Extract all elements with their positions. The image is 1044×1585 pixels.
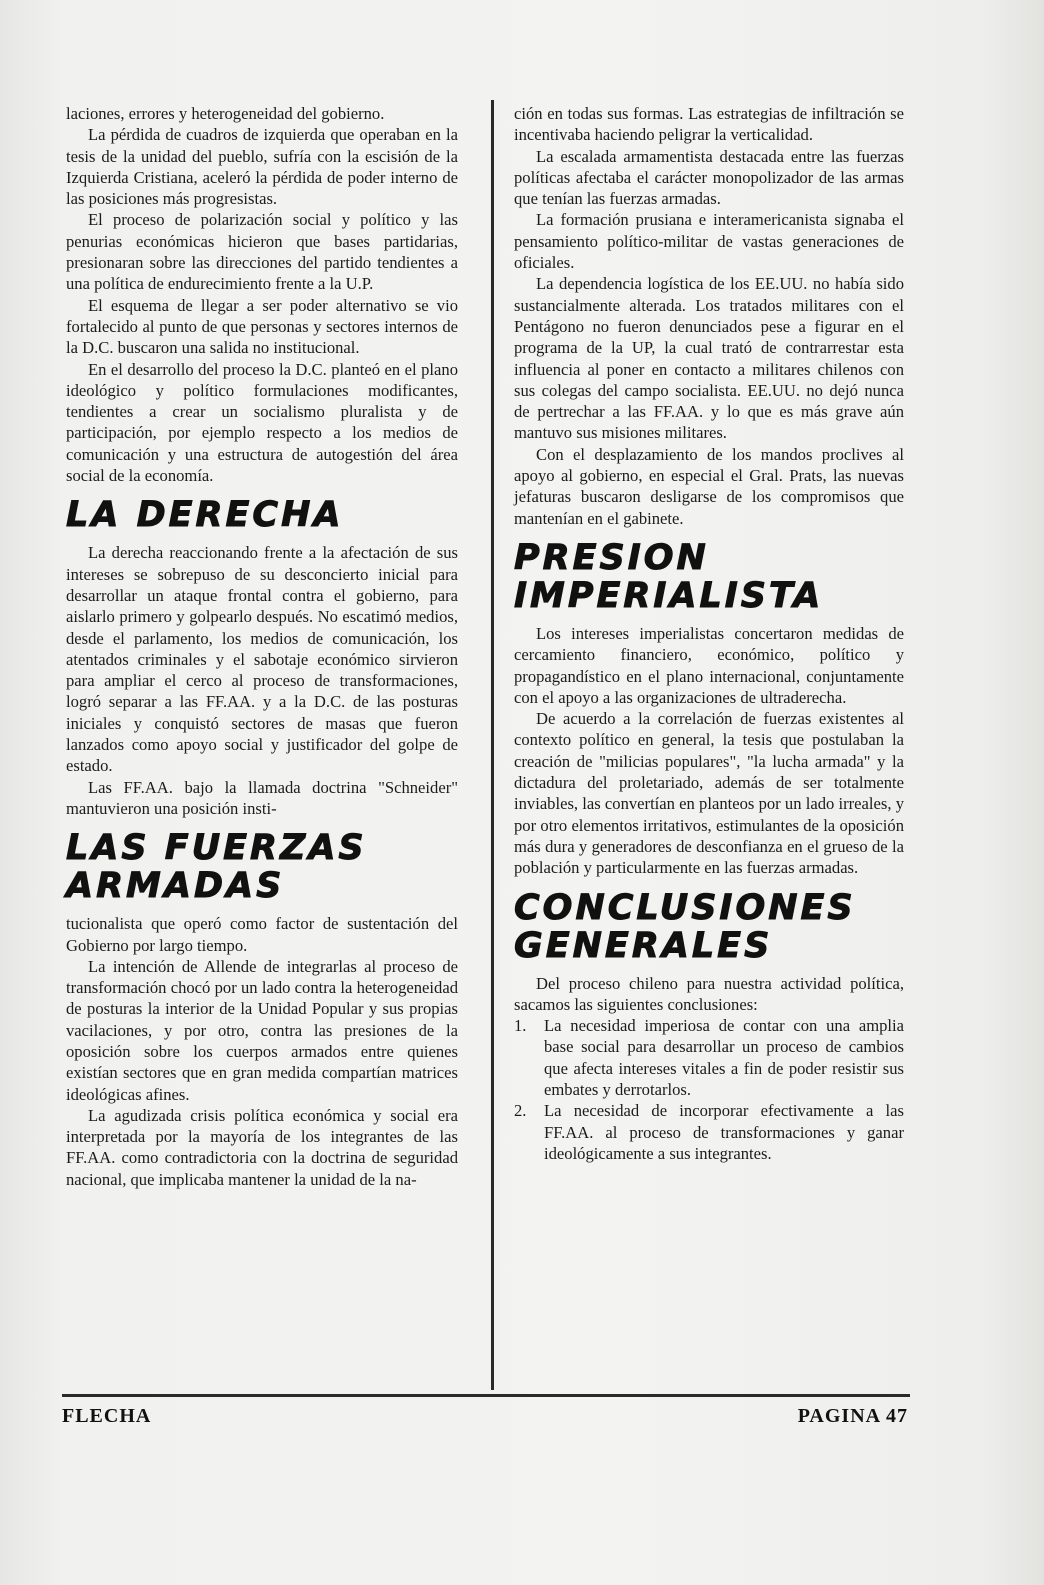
paragraph: El proceso de polarización social y político y las penurias económicas hicieron que bases partidarias, presionaran sobre las direcciones del partido tendientes a una política de endurecimiento frente a la U.P.	[66, 210, 458, 294]
section-heading-conclusiones-generales	[514, 889, 904, 965]
heading-line: IMPERIALISTA	[514, 575, 824, 616]
list-item	[514, 1100, 904, 1164]
list-item-number: 1.	[514, 1016, 527, 1036]
heading-line: LAS FUERZAS	[66, 828, 367, 869]
conclusions-list	[514, 1015, 904, 1164]
paragraph: La agudizada crisis política económica y social era interpretada por la mayoría de los integrantes de las FF.AA. como contradictoria con la doctrina de seguridad nacional, que implicaba mantener la unidad de la na-	[66, 1105, 458, 1189]
section-heading-presion-imperialista	[514, 539, 904, 615]
footer-rule	[62, 1394, 910, 1397]
paragraph: La pérdida de cuadros de izquierda que operaban en la tesis de la unidad del pueblo, sufría con la escisión de la Izquierda Cristiana, aceleró la pérdida de poder interno de las posiciones más progresistas.	[66, 125, 458, 209]
paragraph: Los intereses imperialistas concertaron medidas de cercamiento financiero, económico, político y propagandístico en el plano internacional, conjuntamente con el apoyo a las organizaciones de ultraderecha.	[514, 623, 904, 707]
page-number: PAGINA 47	[797, 1405, 908, 1427]
list-item	[514, 1015, 904, 1100]
list-item-text: La necesidad imperiosa de contar con una amplia base social para desarrollar un proceso de cambios que afecta intereses vitales a fin de poder resistir sus embates y derrotarlos.	[544, 1016, 904, 1099]
heading-line: GENERALES	[514, 925, 773, 966]
paragraph: tucionalista que operó como factor de sustentación del Gobierno por largo tiempo.	[66, 914, 458, 955]
heading-line: LA DERECHA	[66, 495, 344, 536]
section-heading-las-fuerzas-armadas	[66, 829, 458, 905]
heading-line: PRESION	[514, 537, 709, 578]
paragraph: El esquema de llegar a ser poder alternativo se vio fortalecido al punto de que personas y sectores internos de la D.C. buscaron una salida no institucional.	[66, 295, 458, 358]
paragraph: La intención de Allende de integrarlas al proceso de transformación chocó por un lado contra la heterogeneidad de posturas la interior de la Unidad Popular y sus propias vacilaciones, y por otro, contra las presiones de la oposición sobre los cuerpos armados entre quienes existían sectores que en gran medida compartían matrices ideológicas afines.	[66, 956, 458, 1104]
list-item-number: 2.	[514, 1101, 527, 1121]
publication-name: FLECHA	[62, 1405, 152, 1427]
heading-line: ARMADAS	[66, 866, 285, 907]
paragraph: La dependencia logística de los EE.UU. no había sido sustancialmente alterada. Los tratados militares con el Pentágono no fueron denunciados pese a figurar en el programa de la UP, la cual trató de contrarrestar esta influencia al poner en contacto a militares chilenos con sus colegas del campo socialista. EE.UU. no dejó nunca de pertrechar a las FF.AA. y lo que es más grave aún mantuvo sus misiones militares.	[514, 274, 904, 443]
heading-line: CONCLUSIONES	[514, 887, 856, 928]
paragraph: ción en todas sus formas. Las estrategias de infiltración se incentivaba haciendo peligrar la verticalidad.	[514, 104, 904, 145]
paragraph: De acuerdo a la correlación de fuerzas existentes al contexto político en general, la tesis que postulaban la creación de "milicias populares", "la lucha armada" y la dictadura del proletariado, además de ser totalmente inviables, las convertían en planteos por un lado irreales, y por otro elementos irritativos, estimulantes de la oposición más dura y generadores de desconfianza en el grueso de la población y particularmente en las fuerzas armadas.	[514, 709, 904, 878]
paragraph: Del proceso chileno para nuestra actividad política, sacamos las siguientes conclusiones:	[514, 973, 904, 1014]
paragraph: En el desarrollo del proceso la D.C. planteó en el plano ideológico y político formulaciones modificantes, tendientes a crear un socialismo pluralista y de participación, por ejemplo respecto a los medios de comunicación y una estructura de autogestión del área social de la economía.	[66, 359, 458, 486]
paragraph: Las FF.AA. bajo la llamada doctrina "Schneider" mantuvieron una posición insti-	[66, 777, 458, 818]
list-item-text: La necesidad de incorporar efectivamente a las FF.AA. al proceso de transformaciones y ganar ideológicamente a sus integrantes.	[544, 1101, 904, 1163]
paragraph: La escalada armamentista destacada entre las fuerzas políticas afectaba el carácter monopolizador de las armas que tenían las fuerzas armadas.	[514, 146, 904, 209]
section-heading-la-derecha	[66, 496, 458, 534]
paragraph: La derecha reaccionando frente a la afectación de sus intereses se sobrepuso de su desconcierto inicial para desarrollar un ataque frontal contra el gobierno, para aislarlo primero y golpearlo después. No escatimó medios, desde el parlamento, los medios de comunicación, los atentados criminales y el sabotaje económico sirvieron para ampliar el cerco al proceso de transformaciones, logró separar a las FF.AA. y a la D.C. de las posturas iniciales y conquistó sectores de masas que fueron lanzados como apoyo social y justificador del golpe de estado.	[66, 543, 458, 776]
right-column	[514, 103, 904, 1164]
column-divider	[491, 100, 494, 1390]
left-column	[66, 103, 458, 1190]
paragraph: La formación prusiana e interamericanista signaba el pensamiento político-militar de vastas generaciones de oficiales.	[514, 210, 904, 273]
paragraph: Con el desplazamiento de los mandos proclives al apoyo al gobierno, en especial el Gral. Prats, las nuevas jefaturas buscaron desligarse de los compromisos que mantenían en el gabinete.	[514, 444, 904, 528]
paragraph: laciones, errores y heterogeneidad del gobierno.	[66, 104, 385, 123]
